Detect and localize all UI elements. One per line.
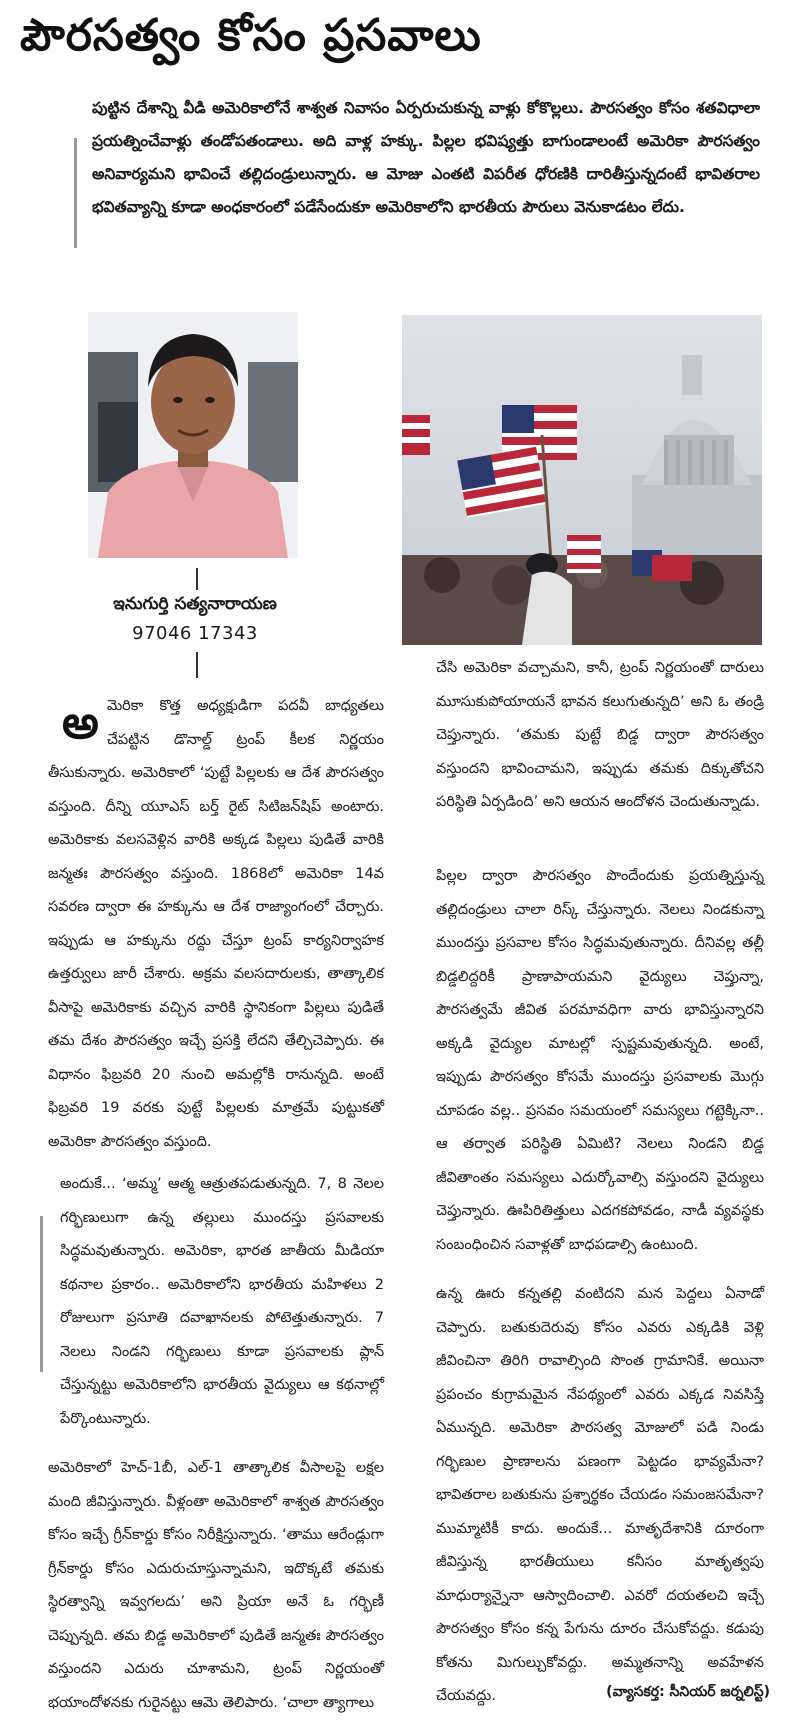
article-col1-p3 <box>48 1452 384 1720</box>
author-credit: (వ్యాసకర్త: సీనియర్ జర్నలిస్ట్) <box>606 1684 770 1700</box>
headline: పౌరసత్వం కోసం ప్రసవాలు <box>20 10 482 61</box>
author-name: ఇనుగుర్తి సత్యనారాయణ <box>113 594 277 614</box>
paragraph-text: మెరికా కొత్త అధ్యక్షుడిగా పదవీ బాధ్యతలు చేపట్టిన డొనాల్డ్ ట్రంప్ కీలక నిర్ణయం తీసుకున్నారు. అమెరికాలో ‘పుట్టే పిల్లలకు ఆ దేశ పౌరసత్వం వస్తుంది. దీన్ని యూఎస్ బర్త్ రైట్ సిటిజన్‌షిప్ అంటారు. అమెరికాకు వలసవెళ్లిన వారికి అక్కడ పిల్లలు పుడితే వారికి జన్మతః పౌరసత్వం వస్తుంది. 1868లో అమెరికా 14వ సవరణ ద్వారా ఈ హక్కును ఆ దేశ రాజ్యాంగంలో చేర్చారు. ఇప్పుడు ఆ హక్కును రద్దు చేస్తూ ట్రంప్ కార్యనిర్వాహక ఉత్తర్వులు జారీ చేశారు. అక్రమ వలసదారులకు, తాత్కాలిక వీసాపై అమెరికాకు వచ్చిన వారికి స్థానికంగా పిల్లలు పుడితే తమ దేశం పౌరసత్వం ఇచ్చే ప్రసక్తి లేదని తేల్చిచెప్పారు. ఈ విధానం ఫిబ్రవరి 20 నుంచి అమల్లోకి రానున్నది. అంటే ఫిబ్రవరి 19 వరకు పుట్టే పిల్లలకు మాత్రమే పుట్టుకతో అమెరికా పౌరసత్వం వస్తుంది. <box>48 698 384 1150</box>
byline-divider-top <box>196 568 198 590</box>
article-col1-p2 <box>60 1168 384 1436</box>
paragraph-text: పిల్లల ద్వారా పౌరసత్వం పొందేందుకు ప్రయత్నిస్తున్న తల్లిదండ్రులు చాలా రిస్క్ చేస్తున్నారు. నెలలు నిండకున్నా ముందస్తు ప్రసవాల కోసం సిద్ధమవుతున్నారు. దీనివల్ల తల్లీ బిడ్డలిద్దరికీ ప్రాణాపాయమని వైద్యులు చెప్తున్నా, పౌరసత్వమే జీవిత పరమావధిగా వారు భావిస్తున్నారని అక్కడి వైద్యుల మాటల్లో స్పష్టమవుతున్నది. అంటే, ఇప్పుడు పౌరసత్వం కోసమే ముందస్తు ప్రసవాలకు మొగ్గు చూపడం వల్ల.. ప్రసవం సమయంలో సమస్యలు గట్టెక్కినా.. ఆ తర్వాత పరిస్థితి ఏమిటి? నెలలు నిండని బిడ్డ జీవితాంతం సమస్యలు ఎదుర్కోవాల్సి వస్తుందని వైద్యులు చెప్తున్నారు. ఊపిరితిత్తులు ఎదగకపోవడం, నాడీ వ్యవస్థకు సంబంధించిన సవాళ్లతో బాధపడాల్సి ఉంటుంది. <box>436 868 764 1253</box>
author-photo-svg <box>88 312 298 558</box>
paragraph-text: ఉన్న ఊరు కన్నతల్లి వంటిదని మన పెద్దలు ఏనాడో చెప్పారు. బతుకుదెరువు కోసం ఎవరు ఎక్కడికి వెళ్లి జీవించినా తిరిగి రావాల్సింది సొంత గ్రామానికే. అయినా ప్రపంచం కుగ్రామమైన నేపథ్యంలో ఎవరు ఎక్కడ నివసిస్తే ఏమున్నది. అమెరికా పౌరసత్వ మోజులో పడి నిండు గర్భిణుల ప్రాణాలను పణంగా పెట్టడం భావ్యమేనా? భావితరాల బతుకును ప్రశ్నార్థకం చేయడం సమంజసమేనా? ముమ్మాటికీ కాదు. అందుకే... మాతృదేశానికి దూరంగా జీవిస్తున్న భారతీయులు కనీసం మాతృత్వపు మాధుర్యాన్నైనా ఆస్వాదించాలి. ఎవరో దయతలచి ఇచ్చే పౌరసత్వం కోసం కన్న పేగును దూరం చేసుకోవద్దు. కడుపు కోతను మిగుల్చుకోవద్దు. అమ్మతనాన్ని అవహేళన చేయవద్దు. <box>436 1286 764 1704</box>
capitol-flags-photo <box>402 315 762 645</box>
article-col2-p3 <box>436 1278 764 1714</box>
capitol-flags-svg <box>402 315 762 645</box>
intro-paragraph: పుట్టిన దేశాన్ని వీడి అమెరికాలోనే శాశ్వత నివాసం ఏర్పరుచుకున్న వాళ్లు కోకొల్లలు. పౌరసత్వం కోసం శతవిధాలా ప్రయత్నించేవాళ్లు తండోపతండాలు. అది వాళ్ల హక్కు. పిల్లల భవిష్యత్తు బాగుండాలంటే అమెరికా పౌరసత్వం అనివార్యమని భావించే తల్లిదండ్రులున్నారు. ఆ మోజు ఎంతటి విపరీత ధోరణికి దారితీస్తున్నదంటే భావితరాల భవితవ్యాన్ని కూడా అంధకారంలో పడేసేందుకూ అమెరికాలోని భారతీయ పౌరులు వెనుకాడటం లేదు. <box>92 99 760 216</box>
quote-accent-bar <box>40 1216 43 1372</box>
article-col1-p1 <box>48 690 384 1159</box>
drop-cap: అ <box>62 695 99 749</box>
paragraph-text: చేసి అమెరికా వచ్చామని, కానీ, ట్రంప్ నిర్ణయంతో దారులు మూసుకుపోయాయనే భావన కలుగుతున్నది’ అని ఓ తండ్రి చెప్తున్నారు. ‘తమకు పుట్టే బిడ్డ ద్వారా పౌరసత్వం వస్తుందని భావించామని, ఇప్పుడు తమకు దిక్కుతోచని పరిస్థితి ఏర్పడింది’ అని ఆయన ఆందోళన చెందుతున్నాడు. <box>436 660 764 810</box>
author-photo <box>88 312 298 558</box>
article-col2-p1 <box>436 652 764 820</box>
paragraph-text: అమెరికాలో హెచ్-1బీ, ఎల్-1 తాత్కాలిక వీసాలపై లక్షల మంది జీవిస్తున్నారు. వీళ్లంతా అమెరికాలో శాశ్వత పౌరసత్వం కోసం ఇచ్చే గ్రీన్‌కార్డు కోసం నిరీక్షిస్తున్నారు. ‘తాము ఆరేండ్లుగా గ్రీన్‌కార్డు కోసం ఎదురుచూస్తున్నామని, ఇదొక్కటే తమకు స్థిరత్వాన్ని ఇవ్వగలదు’ అని ప్రియా అనే ఓ గర్భిణీ చెప్పున్నది. తమ బిడ్డ అమెరికాలో పుడితే జన్మతః పౌరసత్వం వస్తుందని ఎదురు చూశామని, ట్రంప్ నిర్ణయంతో భయాందోళనకు గురైనట్టు ఆమె తెలిపారు. ‘చాలా త్యాగాలు <box>48 1460 384 1711</box>
paragraph-text: అందుకే... ‘అమ్మ’ ఆత్మ ఆత్రుతపడుతున్నది. 7, 8 నెలల గర్భిణులుగా ఉన్న తల్లులు ముందస్తు ప్రసవాలకు సిద్ధమవుతున్నారు. అమెరికా, భారత జాతీయ మీడియా కథనాల ప్రకారం.. అమెరికాలోని భారతీయ మహిళలు 2 రోజులుగా ప్రసూతి దవాఖానలకు పోటెత్తుతున్నారు. 7 నెలలు నిండని గర్భిణులు కూడా ప్రసవాలకు ప్లాన్ చేస్తున్నట్టు అమెరికాలోని భారతీయ వైద్యులు ఆ కథనాల్లో పేర్కొంటున్నారు. <box>60 1176 384 1427</box>
article-col2-p2 <box>436 860 764 1262</box>
byline-divider-bottom <box>196 652 198 678</box>
intro-accent-bar <box>74 138 77 248</box>
author-phone: 97046 17343 <box>132 623 258 644</box>
